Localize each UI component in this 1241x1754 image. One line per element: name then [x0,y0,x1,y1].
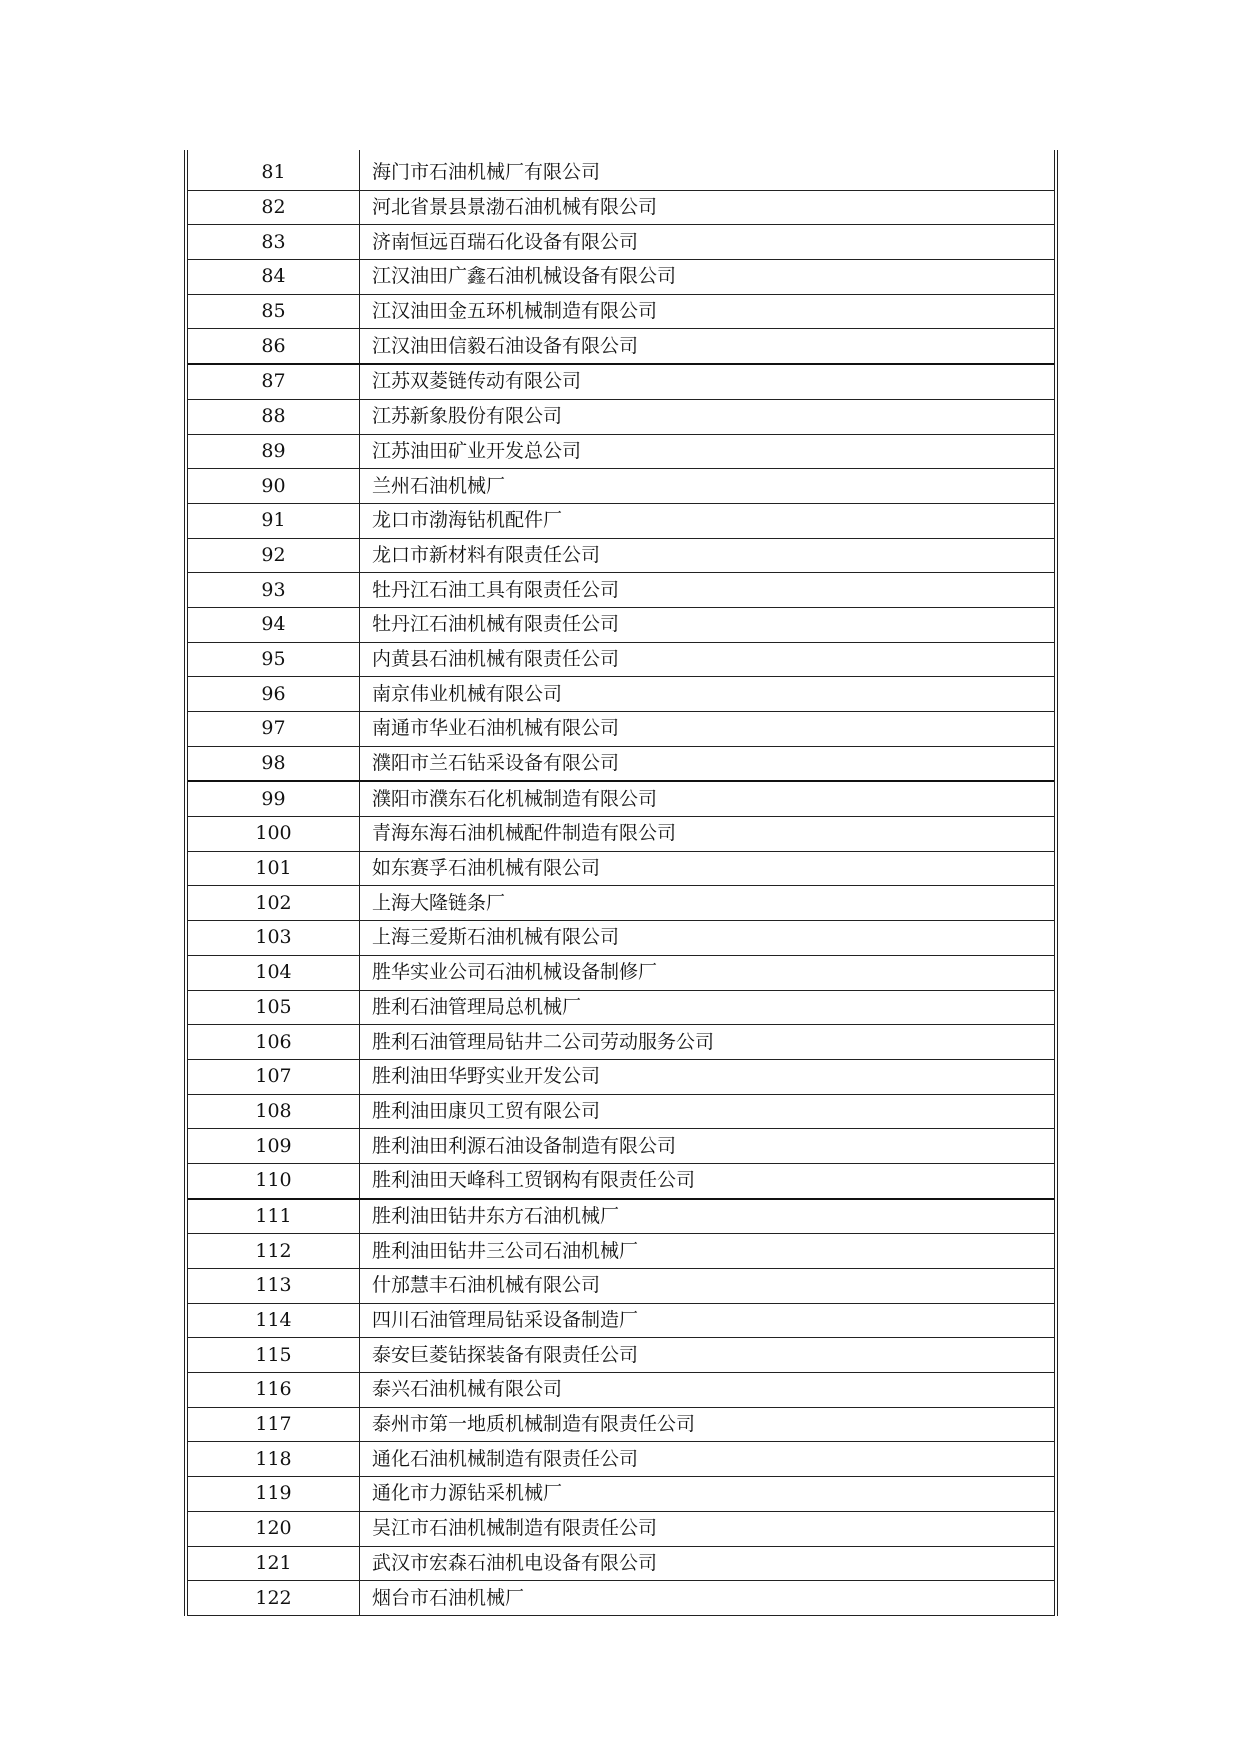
row-number-cell: 119 [186,1477,360,1512]
company-name-cell: 上海三爱斯石油机械有限公司 [360,921,1057,956]
company-name-cell: 什邡慧丰石油机械有限公司 [360,1269,1057,1304]
table-row [186,260,1056,295]
company-name-cell: 江汉油田信毅石油设备有限公司 [360,329,1057,364]
company-name-cell: 胜利石油管理局总机械厂 [360,990,1057,1025]
table-row [186,538,1056,573]
table-row [186,1303,1056,1338]
company-name-cell: 牡丹江石油工具有限责任公司 [360,573,1057,608]
company-name-cell: 胜利油田利源石油设备制造有限公司 [360,1129,1057,1164]
company-name-cell: 内黄县石油机械有限责任公司 [360,642,1057,677]
row-number-cell: 93 [186,573,360,608]
table-row [186,329,1056,364]
row-number-cell: 89 [186,434,360,469]
row-number-cell: 107 [186,1059,360,1094]
table-row [186,1442,1056,1477]
company-name-cell: 濮阳市濮东石化机械制造有限公司 [360,781,1057,816]
row-number-cell: 97 [186,712,360,747]
table-row [186,1025,1056,1060]
row-number-cell: 104 [186,955,360,990]
row-number-cell: 86 [186,329,360,364]
row-number-cell: 81 [186,156,360,190]
row-number-cell: 91 [186,503,360,538]
table-row [186,851,1056,886]
table-row [186,955,1056,990]
table-row [186,294,1056,329]
company-name-cell: 胜利油田钻井东方石油机械厂 [360,1199,1057,1234]
row-number-cell: 98 [186,746,360,781]
company-list-table [184,156,1058,1616]
row-number-cell: 88 [186,399,360,434]
table-row [186,434,1056,469]
table-row [186,1199,1056,1234]
company-name-cell: 吴江市石油机械制造有限责任公司 [360,1511,1057,1546]
company-name-cell: 胜利油田康贝工贸有限公司 [360,1094,1057,1129]
company-name-cell: 胜利油田天峰科工贸钢构有限责任公司 [360,1163,1057,1198]
company-name-cell: 四川石油管理局钻采设备制造厂 [360,1303,1057,1338]
table-row [186,781,1056,816]
company-name-cell: 如东赛孚石油机械有限公司 [360,851,1057,886]
company-name-cell: 南通市华业石油机械有限公司 [360,712,1057,747]
row-number-cell: 117 [186,1407,360,1442]
table-row [186,469,1056,504]
company-name-cell: 南京伟业机械有限公司 [360,677,1057,712]
table-row [186,364,1056,399]
table-row [186,817,1056,852]
row-number-cell: 87 [186,364,360,399]
row-number-cell: 122 [186,1581,360,1616]
table-row [186,225,1056,260]
table-row [186,156,1056,190]
table-row [186,1269,1056,1304]
row-number-cell: 92 [186,538,360,573]
company-list-body [186,156,1056,1615]
company-name-cell: 濮阳市兰石钻采设备有限公司 [360,746,1057,781]
table-row [186,1511,1056,1546]
row-number-cell: 120 [186,1511,360,1546]
row-number-cell: 95 [186,642,360,677]
company-name-cell: 济南恒远百瑞石化设备有限公司 [360,225,1057,260]
company-name-cell: 胜华实业公司石油机械设备制修厂 [360,955,1057,990]
row-number-cell: 85 [186,294,360,329]
row-number-cell: 101 [186,851,360,886]
table-row [186,1407,1056,1442]
company-name-cell: 胜利油田钻井三公司石油机械厂 [360,1234,1057,1269]
row-number-cell: 106 [186,1025,360,1060]
company-name-cell: 江苏新象股份有限公司 [360,399,1057,434]
table-row [186,1094,1056,1129]
table-row [186,886,1056,921]
table-row [186,1059,1056,1094]
table-row [186,1477,1056,1512]
company-name-cell: 烟台市石油机械厂 [360,1581,1057,1616]
row-number-cell: 82 [186,190,360,225]
table-row [186,921,1056,956]
row-number-cell: 90 [186,469,360,504]
row-number-cell: 96 [186,677,360,712]
company-name-cell: 青海东海石油机械配件制造有限公司 [360,817,1057,852]
company-name-cell: 江汉油田广鑫石油机械设备有限公司 [360,260,1057,295]
table-row [186,712,1056,747]
row-number-cell: 108 [186,1094,360,1129]
row-number-cell: 116 [186,1373,360,1408]
row-number-cell: 115 [186,1338,360,1373]
table-row [186,677,1056,712]
company-name-cell: 海门市石油机械厂有限公司 [372,161,601,184]
company-name-cell: 江汉油田金五环机械制造有限公司 [360,294,1057,329]
row-number-cell: 118 [186,1442,360,1477]
company-name-cell: 江苏双菱链传动有限公司 [360,364,1057,399]
row-number-cell: 111 [186,1199,360,1234]
table-row [186,573,1056,608]
row-number-cell: 105 [186,990,360,1025]
row-number-cell: 83 [186,225,360,260]
table-row [186,607,1056,642]
company-name-cell: 胜利油田华野实业开发公司 [360,1059,1057,1094]
company-name-cell: 泰州市第一地质机械制造有限责任公司 [360,1407,1057,1442]
table-row [186,503,1056,538]
company-name-cell: 上海大隆链条厂 [360,886,1057,921]
company-name-cell: 通化市力源钻采机械厂 [360,1477,1057,1512]
table-row [186,1338,1056,1373]
row-number-cell: 112 [186,1234,360,1269]
company-name-cell: 龙口市渤海钻机配件厂 [360,503,1057,538]
company-name-cell: 江苏油田矿业开发总公司 [360,434,1057,469]
company-name-cell: 龙口市新材料有限责任公司 [360,538,1057,573]
company-name-cell: 牡丹江石油机械有限责任公司 [360,607,1057,642]
row-number-cell: 114 [186,1303,360,1338]
row-number-cell: 113 [186,1269,360,1304]
row-number-cell: 102 [186,886,360,921]
company-name-cell: 兰州石油机械厂 [360,469,1057,504]
table-row [186,1373,1056,1408]
table-row [186,990,1056,1025]
row-number-cell: 103 [186,921,360,956]
row-number-cell: 94 [186,607,360,642]
table-row [186,1581,1056,1616]
row-number-cell: 121 [186,1546,360,1581]
company-name-cell: 泰兴石油机械有限公司 [360,1373,1057,1408]
table-row [186,1234,1056,1269]
table-row [186,642,1056,677]
row-number-cell: 99 [186,781,360,816]
table-row [186,1129,1056,1164]
row-number-cell: 109 [186,1129,360,1164]
table-row [186,190,1056,225]
company-name-cell: 泰安巨菱钻探装备有限责任公司 [360,1338,1057,1373]
table-row [186,399,1056,434]
row-number-cell: 110 [186,1163,360,1198]
company-name-cell: 胜利石油管理局钻井二公司劳动服务公司 [360,1025,1057,1060]
company-name-cell: 通化石油机械制造有限责任公司 [360,1442,1057,1477]
table-row [186,1163,1056,1198]
company-name-cell: 河北省景县景渤石油机械有限公司 [360,190,1057,225]
company-name-cell: 武汉市宏森石油机电设备有限公司 [360,1546,1057,1581]
table-row [186,746,1056,781]
row-number-cell: 100 [186,817,360,852]
row-number-cell: 84 [186,260,360,295]
table-row [186,1546,1056,1581]
